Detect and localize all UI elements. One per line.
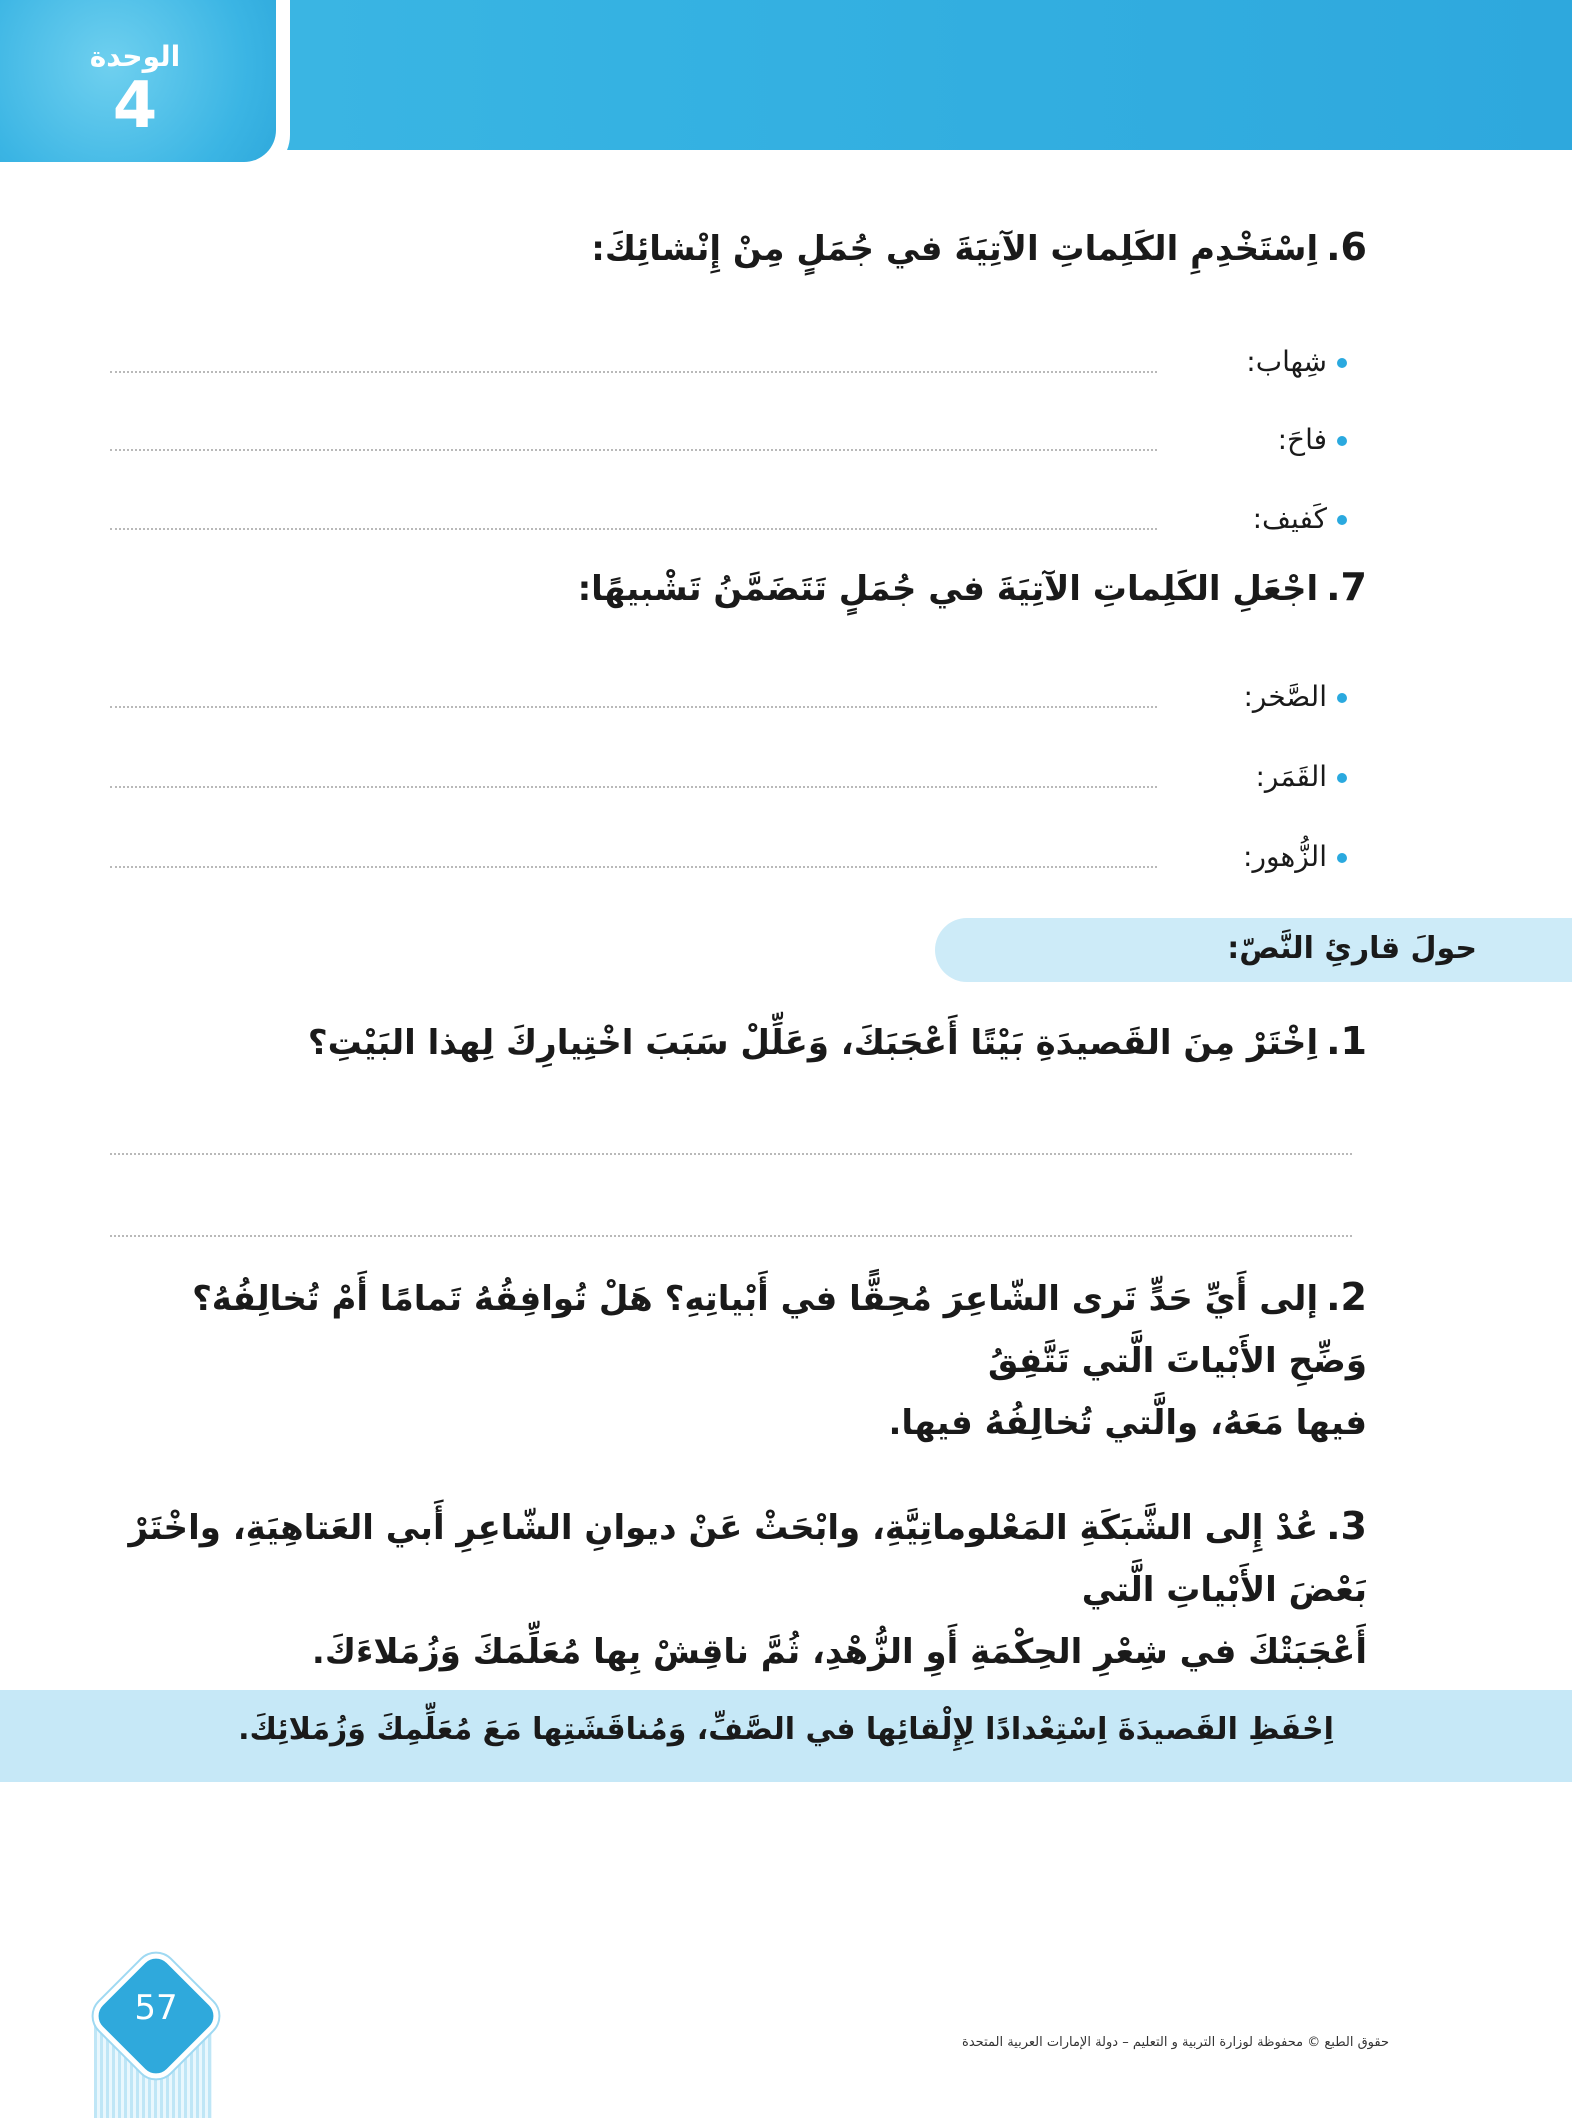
question-1-text: اِخْتَرْ مِنَ القَصيدَةِ بَيْتًا أَعْجَبَكَ، وَعَلِّلْ سَبَبَ اخْتِيارِكَ لِهذا البَيْتِ؟ [307, 1023, 1319, 1063]
question-3-number: 3. [1326, 1504, 1367, 1548]
bullet-icon [1337, 515, 1347, 525]
q7-item-1-answer-line[interactable] [110, 706, 1157, 708]
question-3-text-1: عُدْ إِلى الشَّبَكَةِ المَعْلوماتِيَّةِ، وابْحَثْ عَنْ ديوانِ الشّاعِرِ أَبي العَتاهِيَةِ، واخْتَرْ بَعْضَ الأَبْياتِ الَّتي [128, 1508, 1367, 1610]
question-3 [102, 1495, 1367, 1683]
question-6-title [591, 225, 1367, 269]
q7-item-1-word [1243, 680, 1347, 713]
q6-item-2-answer-line[interactable] [110, 449, 1157, 451]
question-1-answer-line-2[interactable] [110, 1235, 1352, 1237]
q7-item-1 [110, 680, 1347, 724]
bullet-icon [1337, 853, 1347, 863]
question-7-number: 7. [1326, 565, 1367, 609]
question-6-text: اِسْتَخْدِمِ الكَلِماتِ الآتِيَةَ في جُمَلٍ مِنْ إِنْشائِكَ: [591, 229, 1319, 269]
bullet-icon [1337, 358, 1347, 368]
q7-item-1-label: الصَّخر: [1243, 680, 1327, 713]
q6-item-3-answer-line[interactable] [110, 528, 1157, 530]
q6-item-1-answer-line[interactable] [110, 371, 1157, 373]
unit-badge [0, 0, 290, 175]
question-2-text-1: إلى أَيِّ حَدٍّ تَرى الشّاعِرَ مُحِقًّا في أَبْياتِهِ؟ هَلْ تُوافِقُهُ تَمامًا أَمْ تُخالِفُهُ؟ وَضِّحِ الأَبْياتَ الَّتي تَتَّفِقُ [192, 1279, 1367, 1381]
unit-badge-tile [0, 0, 276, 162]
question-2 [102, 1266, 1367, 1454]
memorize-banner [0, 1690, 1572, 1782]
q7-item-3-answer-line[interactable] [110, 866, 1157, 868]
page-number: 57 [134, 1988, 178, 2028]
q6-item-3 [110, 502, 1347, 546]
unit-number: 4 [112, 69, 158, 143]
question-2-line-2: فيها مَعَهُ، والَّتي تُخالِفُهُ فيها. [888, 1403, 1367, 1443]
q7-item-2-answer-line[interactable] [110, 786, 1157, 788]
question-2-number: 2. [1326, 1275, 1367, 1319]
question-1-number: 1. [1326, 1019, 1367, 1063]
q6-item-3-label: كَفيف: [1252, 502, 1327, 535]
q6-item-2-word [1278, 423, 1347, 456]
question-6-number: 6. [1326, 225, 1367, 269]
q7-item-3-label: الزُّهور: [1243, 840, 1327, 873]
unit-label: الوحدة [89, 40, 181, 73]
q6-item-2-label: فاحَ: [1277, 423, 1327, 456]
q7-item-3-word [1243, 840, 1347, 873]
bullet-icon [1337, 773, 1347, 783]
q7-item-2-word [1255, 760, 1347, 793]
question-3-line-1 [102, 1495, 1367, 1621]
q6-item-3-word [1253, 502, 1347, 535]
q7-item-2 [110, 760, 1347, 804]
question-1-answer-line-1[interactable] [110, 1153, 1352, 1155]
q6-item-2 [110, 423, 1347, 467]
q6-item-1-word [1246, 345, 1347, 378]
question-2-line-1 [102, 1266, 1367, 1392]
question-3-line-2: أَعْجَبَتْكَ في شِعْرِ الحِكْمَةِ أَوِ الزُّهْدِ، ثُمَّ ناقِشْ بِها مُعَلِّمَكَ وَزُمَلاءَكَ. [311, 1632, 1367, 1672]
memorize-banner-text: اِحْفَظِ القَصيدَةَ اِسْتِعْدادًا لِإِلْقائِها في الصَّفِّ، وَمُناقَشَتِها مَعَ مُعَلِّمِكَ وَزُمَلائِكَ. [238, 1712, 1334, 1747]
bullet-icon [1337, 436, 1347, 446]
question-1 [102, 1010, 1367, 1074]
question-7-title [578, 565, 1367, 609]
question-7-text: اجْعَلِ الكَلِماتِ الآتِيَةَ في جُمَلٍ تَتَضَمَّنُ تَشْبيهًا: [577, 569, 1319, 609]
section-header-label: حولَ قارئِ النَّصّ: [1227, 931, 1477, 966]
q7-item-2-label: القَمَر: [1255, 760, 1327, 793]
q7-item-3 [110, 840, 1347, 884]
section-header-pill [935, 918, 1572, 982]
page-number-badge [88, 1958, 218, 2118]
q6-item-1-label: شِهاب: [1246, 345, 1327, 378]
bullet-icon [1337, 693, 1347, 703]
q6-item-1 [110, 345, 1347, 389]
copyright-text: حقوق الطبع © محفوظة لوزارة التربية و التعليم – دولة الإمارات العربية المتحدة [962, 2035, 1389, 2050]
